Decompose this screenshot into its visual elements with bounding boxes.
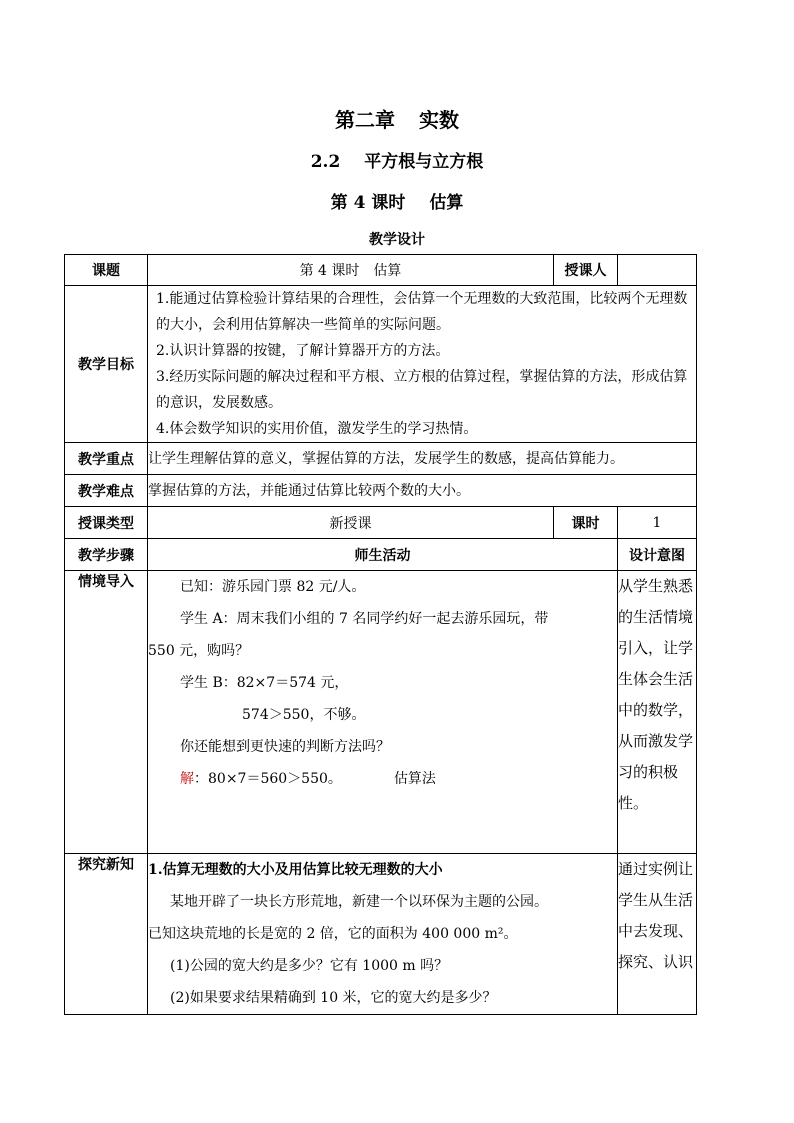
lesson-number: 第 4 课时 [330, 193, 406, 213]
explore-line: 某地开辟了一块长方形荒地，新建一个以环保为主题的公园。 [170, 894, 548, 910]
teacher-label: 授课人 [554, 255, 618, 286]
steps-label: 教学步骤 [65, 539, 148, 571]
explore-heading: 1.估算无理数的大小及用估算比较无理数的大小 [148, 862, 443, 878]
intro-line: 574＞550，不够。 [242, 707, 366, 723]
solution-prefix: 解 [180, 771, 194, 787]
type-row [65, 507, 697, 539]
intro-line: 你还能想到更快速的判断方法吗？ [180, 739, 390, 755]
intro-line: 学生 A：周末我们小组的 7 名同学约好一起去游乐园玩，带 [180, 611, 549, 627]
goal-item: 4.体会数学知识的实用价值，激发学生的学习热情。 [156, 421, 478, 437]
solution-method: 估算法 [393, 771, 436, 787]
key-label: 教学重点 [65, 443, 148, 475]
difficulty-value: 掌握估算的方法，并能通过估算比较两个数的大小。 [148, 475, 697, 507]
intro-solution [148, 763, 617, 795]
goal-item: 3.经历实际问题的解决过程和平方根、立方根的估算过程，掌握估算的方法，形成估算的意识，发展数感。 [156, 369, 688, 411]
explore-activity [148, 854, 618, 1015]
explore-design: 通过实例让学生从生活中去发现、探究、认识 [618, 854, 697, 1015]
design-label: 设计意图 [618, 539, 697, 571]
intro-design: 从学生熟悉的生活情境引入，让学生体会生活中的数学，从而激发学习的积极性。 [618, 571, 697, 854]
section-name: 平方根与立方根 [364, 152, 484, 172]
hours-label: 课时 [554, 507, 618, 539]
key-row [65, 443, 697, 475]
goals-row [65, 286, 697, 443]
intro-line: 已知：游乐园门票 82 元/人。 [180, 579, 366, 595]
lesson-title [0, 188, 794, 213]
lesson-name: 估算 [429, 193, 464, 213]
intro-line: 学生 B：82×7＝574 元， [180, 675, 349, 691]
explore-label: 探究新知 [65, 854, 148, 1015]
chapter-title [0, 104, 794, 133]
topic-value: 第 4 课时 估算 [148, 255, 554, 286]
goals-label: 教学目标 [65, 286, 148, 443]
steps-header-row [65, 539, 697, 571]
explore-question: (2)如果要求结果精确到 10 米，它的宽大约是多少？ [170, 990, 497, 1006]
chapter-name: 实数 [419, 108, 459, 132]
doc-title: 教学设计 [369, 232, 425, 248]
topic-row [65, 255, 697, 286]
intro-activity [148, 571, 618, 854]
activity-label: 师生活动 [148, 539, 618, 571]
difficulty-row [65, 475, 697, 507]
type-value: 新授课 [148, 507, 554, 539]
explore-question: (1)公园的宽大约是多少？它有 1000 m 吗？ [170, 958, 449, 974]
goal-item: 2.认识计算器的按键，了解计算器开方的方法。 [156, 343, 450, 359]
explore-line: 已知这块荒地的长是宽的 2 倍，它的面积为 400 000 m²。 [148, 926, 518, 942]
lesson-plan-table [64, 254, 697, 1015]
section-title [0, 147, 794, 172]
explore-row [65, 854, 697, 1015]
chapter-number: 第二章 [335, 108, 395, 132]
goals-list [148, 286, 697, 443]
teacher-value [618, 255, 697, 286]
intro-row [65, 571, 697, 854]
section-number: 2.2 [310, 152, 341, 172]
solution-text: ：80×7＝560＞550。 [194, 771, 342, 787]
intro-label: 情境导入 [65, 571, 148, 854]
goal-item: 1.能通过估算检验计算结果的合理性，会估算一个无理数的大致范围，比较两个无理数的大小，会利用估算解决一些简单的实际问题。 [156, 291, 688, 333]
difficulty-label: 教学难点 [65, 475, 148, 507]
key-value: 让学生理解估算的意义，掌握估算的方法，发展学生的数感，提高估算能力。 [148, 443, 697, 475]
intro-line: 550 元，购吗？ [148, 643, 250, 659]
type-label: 授课类型 [65, 507, 148, 539]
topic-label: 课题 [65, 255, 148, 286]
hours-value: 1 [618, 507, 697, 539]
